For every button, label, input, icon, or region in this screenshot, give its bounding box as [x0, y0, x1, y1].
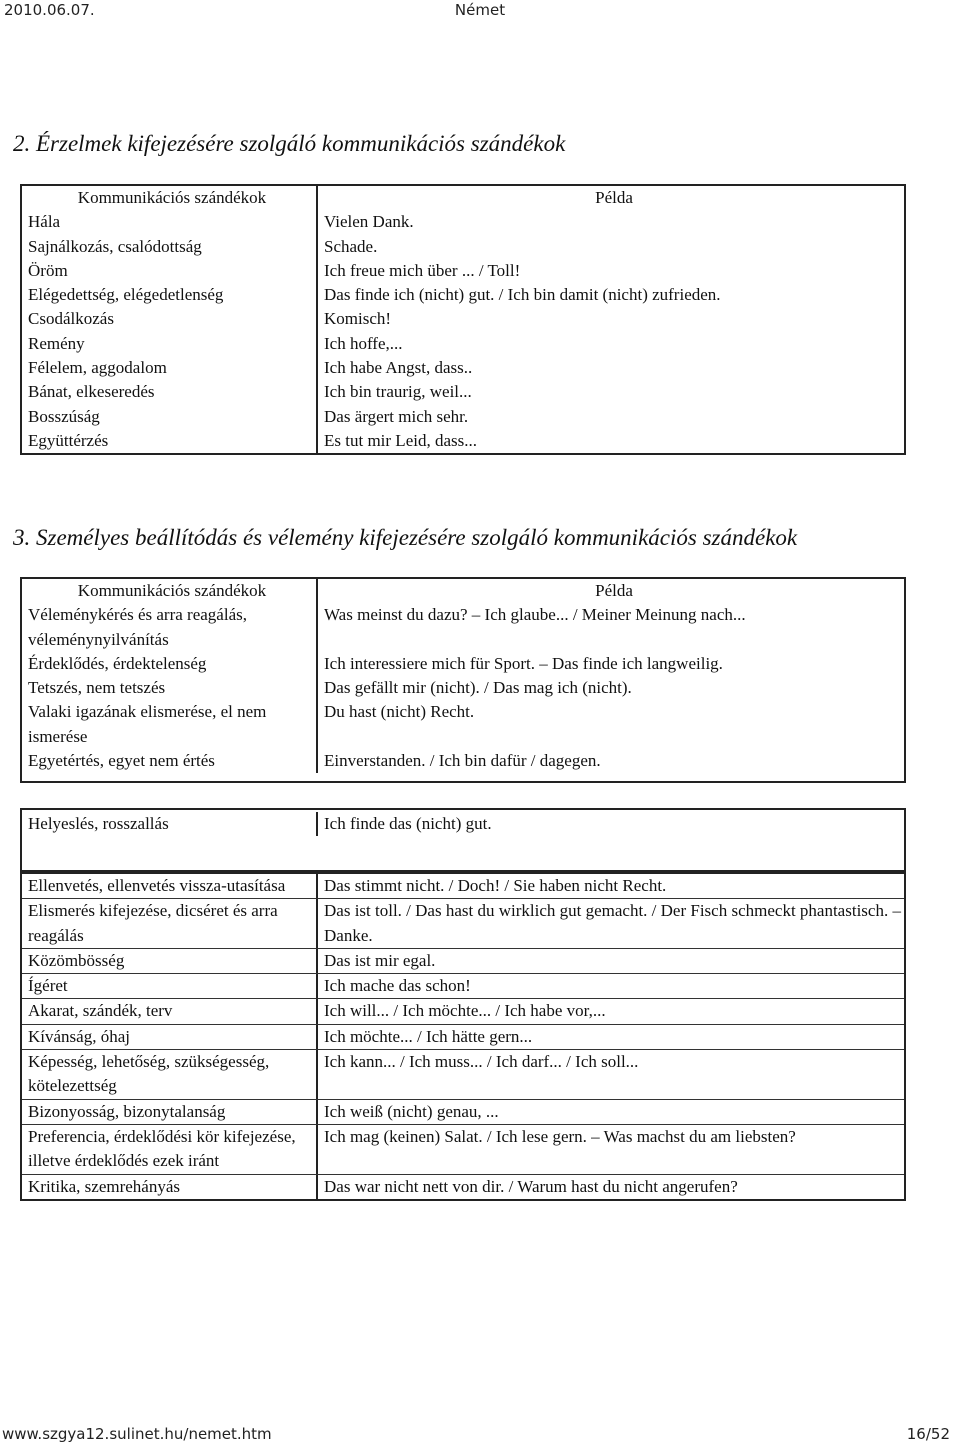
- example-cell: Vielen Dank.: [316, 210, 904, 234]
- intent-cell: Együttérzés: [28, 430, 109, 450]
- intent-cell: Véleménykérés és arra reagálás, véleménynyilvánítás: [28, 605, 247, 649]
- intent-cell: Félelem, aggodalom: [28, 358, 167, 378]
- table-row: [22, 973, 904, 998]
- footer-url: www.szgya12.sulinet.hu/nemet.htm: [2, 1425, 272, 1443]
- table-row: [22, 1174, 904, 1199]
- example-cell: Ich möchte... / Ich hätte gern...: [316, 1025, 904, 1049]
- intent-cell: Sajnálkozás, csalódottság: [28, 236, 202, 256]
- table-emotions: [20, 184, 906, 455]
- example-cell: Ich mache das schon!: [316, 974, 904, 998]
- table-row: [22, 1099, 904, 1124]
- intent-cell: Csodálkozás: [28, 309, 114, 329]
- table-row: [22, 810, 904, 836]
- intent-cell: Elismerés kifejezése, dicséret és arra reagálás: [28, 901, 278, 945]
- example-cell: Das finde ich (nicht) gut. / Ich bin damit (nicht) zufrieden.: [316, 283, 904, 307]
- page-footer: [0, 1425, 960, 1447]
- intent-cell: Bosszúság: [28, 406, 100, 426]
- intent-cell: Képesség, lehetőség, szükségesség, kötelezettség: [28, 1052, 270, 1096]
- example-cell: Was meinst du dazu? – Ich glaube... / Meiner Meinung nach...: [316, 603, 904, 652]
- example-cell: Das ist mir egal.: [316, 949, 904, 973]
- intent-cell: Kívánság, óhaj: [28, 1026, 130, 1046]
- intent-cell: Érdeklődés, érdektelenség: [28, 653, 207, 673]
- table-opinion-b: [20, 808, 906, 872]
- table-header-row: [22, 186, 904, 210]
- table-row: [22, 749, 904, 773]
- intent-cell: Remény: [28, 333, 85, 353]
- intent-cell: Ígéret: [28, 976, 68, 996]
- table-row: [22, 259, 904, 283]
- table-opinion-c: [20, 872, 906, 1201]
- table-row: [22, 998, 904, 1023]
- table-row: [22, 652, 904, 676]
- table-row: [22, 1124, 904, 1174]
- example-cell: Ich finde das (nicht) gut.: [316, 812, 904, 836]
- table-row: [22, 380, 904, 404]
- table-row: [22, 356, 904, 380]
- example-cell: Komisch!: [316, 307, 904, 331]
- example-cell: Ich hoffe,...: [316, 332, 904, 356]
- example-cell: Das gefällt mir (nicht). / Das mag ich (nicht).: [316, 676, 904, 700]
- intent-cell: Kritika, szemrehányás: [28, 1176, 180, 1196]
- intent-cell: Valaki igazának elismerése, el nem ismerése: [28, 702, 267, 746]
- table-row: [22, 603, 904, 652]
- example-cell: Ich bin traurig, weil...: [316, 380, 904, 404]
- table-row: [22, 874, 904, 898]
- example-cell: Schade.: [316, 235, 904, 259]
- table-row: [22, 235, 904, 259]
- table-row: [22, 283, 904, 307]
- table-row: [22, 1024, 904, 1049]
- example-cell: Ich freue mich über ... / Toll!: [316, 259, 904, 283]
- example-cell: Ich weiß (nicht) genau, ...: [316, 1100, 904, 1124]
- example-cell: Ich mag (keinen) Salat. / Ich lese gern. – Was machst du am liebsten?: [316, 1125, 904, 1174]
- col-header-intent: Kommunikációs szándékok: [77, 581, 267, 600]
- section-2-title: 2. Érzelmek kifejezésére szolgáló kommunikációs szándékok: [13, 131, 566, 156]
- table-row: [22, 405, 904, 429]
- intent-cell: Helyeslés, rosszallás: [28, 814, 169, 833]
- intent-cell: Egyetértés, egyet nem értés: [28, 751, 215, 771]
- table-row: [22, 429, 904, 453]
- intent-cell: Akarat, szándék, terv: [28, 1001, 173, 1021]
- intent-cell: Öröm: [28, 260, 68, 280]
- table-row: [22, 307, 904, 331]
- table-opinion-a: [20, 577, 906, 783]
- table-row: [22, 210, 904, 234]
- intent-cell: Bánat, elkeseredés: [28, 382, 155, 402]
- intent-cell: Hála: [28, 212, 61, 232]
- intent-cell: Preferencia, érdeklődési kör kifejezése, illetve érdeklődés ezek iránt: [28, 1126, 296, 1171]
- intent-cell: Közömbösség: [28, 950, 125, 970]
- example-cell: Das ärgert mich sehr.: [316, 405, 904, 429]
- intent-cell: Bizonyosság, bizonytalanság: [28, 1101, 226, 1121]
- intent-cell: Tetszés, nem tetszés: [28, 678, 166, 698]
- example-cell: Du hast (nicht) Recht.: [316, 700, 904, 749]
- example-cell: Einverstanden. / Ich bin dafür / dagegen.: [316, 749, 904, 773]
- table-row: [22, 676, 904, 700]
- example-cell: Es tut mir Leid, dass...: [316, 429, 904, 453]
- example-cell: Das war nicht nett von dir. / Warum hast du nicht angerufen?: [316, 1175, 904, 1199]
- example-cell: Ich kann... / Ich muss... / Ich darf... / Ich soll...: [316, 1050, 904, 1099]
- col-header-example: Példa: [316, 579, 904, 603]
- col-header-intent: Kommunikációs szándékok: [77, 188, 267, 207]
- table-row: [22, 1049, 904, 1099]
- section-3-title: 3. Személyes beállítódás és vélemény kifejezésére szolgáló kommunikációs szándékok: [13, 525, 798, 550]
- footer-page-number: 16/52: [906, 1425, 950, 1443]
- table-row: [22, 948, 904, 973]
- page-header: [0, 0, 960, 24]
- example-cell: Das ist toll. / Das hast du wirklich gut gemacht. / Der Fisch schmeckt phantastisch. – Danke.: [316, 899, 904, 948]
- table-row: [22, 332, 904, 356]
- table-row: [22, 700, 904, 749]
- col-header-example: Példa: [316, 186, 904, 210]
- example-cell: Ich interessiere mich für Sport. – Das finde ich langweilig.: [316, 652, 904, 676]
- intent-cell: Ellenvetés, ellenvetés vissza-utasítása: [28, 876, 286, 895]
- table-header-row: [22, 579, 904, 603]
- example-cell: Das stimmt nicht. / Doch! / Sie haben nicht Recht.: [316, 874, 904, 898]
- example-cell: Ich habe Angst, dass..: [316, 356, 904, 380]
- intent-cell: Elégedettség, elégedetlenség: [28, 285, 224, 305]
- table-row: [22, 898, 904, 948]
- header-title: Német: [454, 1, 506, 19]
- header-date: 2010.06.07.: [4, 1, 95, 19]
- example-cell: Ich will... / Ich möchte... / Ich habe vor,...: [316, 999, 904, 1023]
